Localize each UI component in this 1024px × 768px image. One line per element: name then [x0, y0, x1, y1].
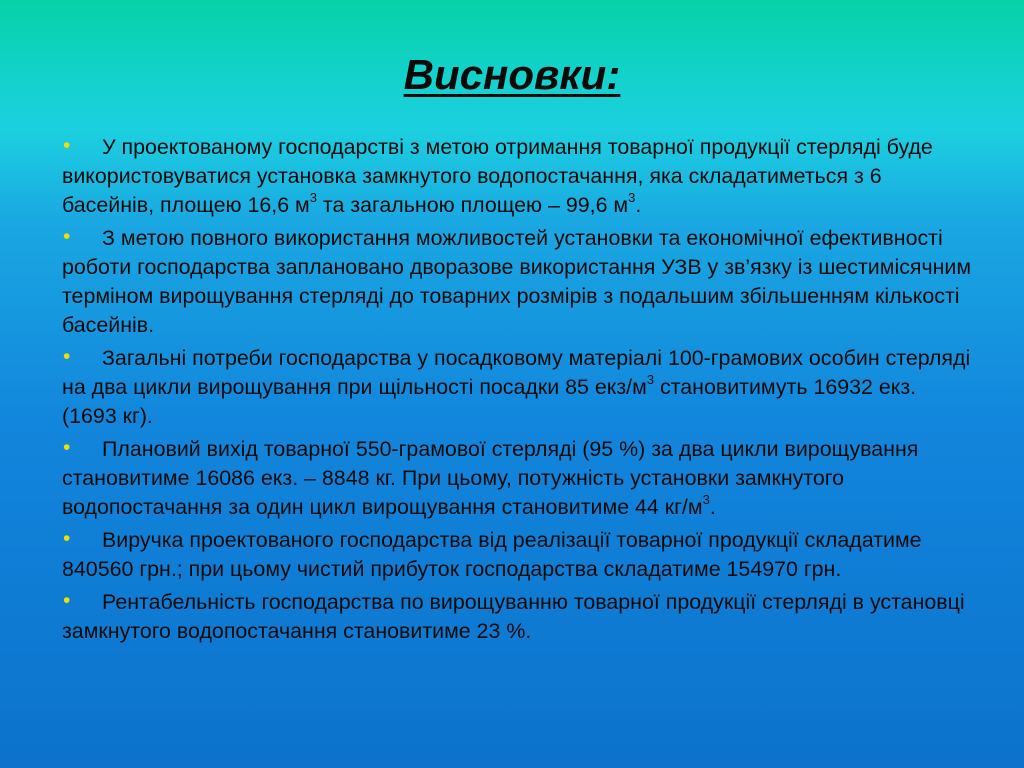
bullet-list: [62, 133, 974, 650]
item-text: Рентабельність господарства по вирощуванню товарної продукції стерляді в установці замкнутого водопостачання становитиме 23 %.: [62, 590, 965, 643]
item-text: та загальною площею – 99,6 м: [316, 193, 629, 217]
list-item: [62, 224, 974, 340]
bullet-icon: •: [63, 225, 71, 248]
superscript: 3: [628, 189, 636, 205]
bullet-icon: •: [63, 527, 71, 550]
item-text: З метою повного використання можливостей установки та економічної ефективності роботи господарства заплановано дворазове використання УЗВ у зв’язку із шестимісячним терміном вирощування стерляді до товарних розмірів з подальшим збільшенням кількості басейнів.: [62, 226, 972, 337]
slide-title: Висновки:: [403, 51, 621, 98]
bullet-icon: •: [63, 436, 71, 459]
bullet-icon: •: [63, 589, 71, 612]
list-item: [62, 435, 974, 522]
item-text: Виручка проектованого господарства від реалізації товарної продукції складатиме 840560 грн.; при цьому чистий прибуток господарства складатиме 154970 грн.: [62, 528, 922, 581]
list-item: [62, 344, 974, 431]
item-text: .: [635, 193, 642, 217]
superscript: 3: [702, 491, 710, 507]
item-text: У проектованому господарстві з метою отримання товарної продукції стерляді буде використовуватися установка замкнутого водопостачання, яка складатиметься з 6 басейнів, площею 16,6 м: [62, 135, 933, 217]
item-text: Плановий вихід товарної 550-грамової стерляді (95 %) за два цикли вирощування становитиме 16086 екз. – 8848 кг. При цьому, потужність установки замкнутого водопостачання за один цикл вирощування становитиме 44 кг/м: [62, 437, 919, 519]
list-item: [62, 526, 974, 584]
list-item: [62, 588, 974, 646]
bullet-icon: •: [63, 134, 71, 157]
item-text: становитимуть 16932 екз. (1693 кг).: [62, 375, 917, 428]
superscript: 3: [646, 371, 655, 387]
superscript: 3: [309, 189, 317, 205]
item-text: .: [709, 495, 716, 519]
item-text: Загальні потреби господарства у посадковому матеріалі 100-грамових особин стерляді на два цикли вирощування при щільності посадки 85 екз/м: [62, 346, 971, 399]
list-item: [62, 133, 974, 220]
bullet-icon: •: [63, 345, 71, 368]
